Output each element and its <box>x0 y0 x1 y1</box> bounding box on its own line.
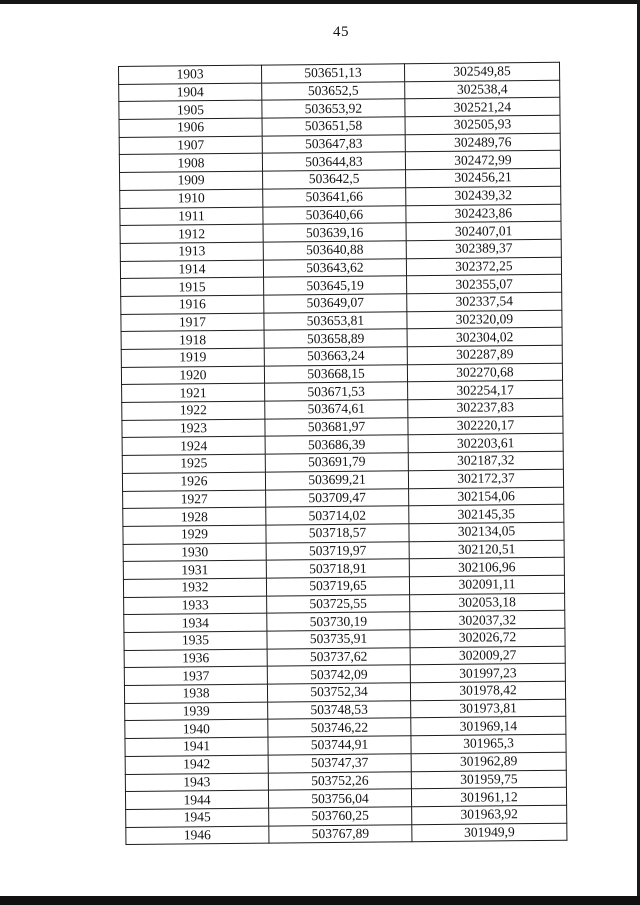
cell-year: 1914 <box>120 260 263 279</box>
cell-y-coordinate: 302287,89 <box>407 345 562 364</box>
cell-year: 1920 <box>121 366 264 385</box>
cell-year: 1923 <box>122 419 265 438</box>
cell-y-coordinate: 302505,93 <box>405 115 560 134</box>
cell-y-coordinate: 302187,32 <box>408 451 563 470</box>
coordinates-table <box>118 62 567 845</box>
cell-y-coordinate: 302172,37 <box>408 469 563 488</box>
cell-x-coordinate: 503744,91 <box>268 736 411 755</box>
cell-y-coordinate: 302320,09 <box>407 310 562 329</box>
cell-x-coordinate: 503640,66 <box>263 205 406 224</box>
cell-x-coordinate: 503699,21 <box>265 471 408 490</box>
cell-x-coordinate: 503651,58 <box>262 117 405 136</box>
cell-y-coordinate: 302254,17 <box>408 381 563 400</box>
cell-year: 1933 <box>124 596 267 615</box>
cell-y-coordinate: 302439,32 <box>406 186 561 205</box>
cell-y-coordinate: 302423,86 <box>406 204 561 223</box>
cell-year: 1938 <box>124 684 267 703</box>
cell-y-coordinate: 302355,07 <box>407 275 562 294</box>
cell-x-coordinate: 503639,16 <box>263 223 406 242</box>
cell-x-coordinate: 503760,25 <box>269 807 412 826</box>
cell-year: 1946 <box>126 826 269 845</box>
cell-y-coordinate: 301949,9 <box>412 823 567 842</box>
cell-year: 1942 <box>125 755 268 774</box>
cell-year: 1917 <box>121 313 264 332</box>
cell-y-coordinate: 302472,99 <box>405 151 560 170</box>
cell-x-coordinate: 503752,34 <box>267 683 410 702</box>
cell-y-coordinate: 301973,81 <box>411 699 566 718</box>
cell-year: 1927 <box>123 490 266 509</box>
cell-y-coordinate: 302026,72 <box>410 628 565 647</box>
cell-year: 1935 <box>124 631 267 650</box>
cell-y-coordinate: 302120,51 <box>409 540 564 559</box>
cell-x-coordinate: 503681,97 <box>265 417 408 436</box>
cell-x-coordinate: 503767,89 <box>269 824 412 843</box>
cell-year: 1944 <box>125 790 268 809</box>
cell-year: 1931 <box>123 560 266 579</box>
cell-year: 1906 <box>119 118 262 137</box>
cell-y-coordinate: 302154,06 <box>409 487 564 506</box>
cell-year: 1918 <box>121 330 264 349</box>
scan-border-top <box>0 0 640 4</box>
cell-x-coordinate: 503752,26 <box>268 771 411 790</box>
cell-y-coordinate: 302091,11 <box>409 575 564 594</box>
cell-y-coordinate: 302489,76 <box>405 133 560 152</box>
cell-x-coordinate: 503756,04 <box>268 789 411 808</box>
cell-year: 1921 <box>122 383 265 402</box>
cell-year: 1941 <box>125 737 268 756</box>
cell-y-coordinate: 301978,42 <box>410 681 565 700</box>
cell-y-coordinate: 302456,21 <box>406 168 561 187</box>
cell-y-coordinate: 302220,17 <box>408 416 563 435</box>
cell-y-coordinate: 301959,75 <box>411 770 566 789</box>
cell-year: 1943 <box>125 773 268 792</box>
cell-x-coordinate: 503671,53 <box>265 382 408 401</box>
cell-x-coordinate: 503652,5 <box>262 81 405 100</box>
cell-year: 1911 <box>120 207 263 226</box>
cell-x-coordinate: 503649,07 <box>264 294 407 313</box>
cell-y-coordinate: 301961,12 <box>411 787 566 806</box>
cell-x-coordinate: 503653,92 <box>262 99 405 118</box>
cell-year: 1919 <box>121 348 264 367</box>
cell-year: 1924 <box>122 437 265 456</box>
cell-y-coordinate: 302337,54 <box>407 292 562 311</box>
cell-x-coordinate: 503640,88 <box>263 241 406 260</box>
cell-year: 1909 <box>120 171 263 190</box>
cell-x-coordinate: 503651,13 <box>261 64 404 83</box>
cell-x-coordinate: 503691,79 <box>265 453 408 472</box>
cell-x-coordinate: 503718,91 <box>266 559 409 578</box>
cell-year: 1915 <box>121 277 264 296</box>
cell-y-coordinate: 302538,4 <box>405 80 560 99</box>
cell-x-coordinate: 503653,81 <box>264 311 407 330</box>
cell-y-coordinate: 302407,01 <box>406 221 561 240</box>
cell-x-coordinate: 503644,83 <box>262 152 405 171</box>
cell-y-coordinate: 302549,85 <box>404 62 559 81</box>
coordinates-table-container <box>118 62 565 845</box>
cell-x-coordinate: 503641,66 <box>263 188 406 207</box>
cell-year: 1945 <box>126 808 269 827</box>
cell-year: 1937 <box>124 666 267 685</box>
cell-y-coordinate: 302106,96 <box>409 557 564 576</box>
cell-y-coordinate: 302270,68 <box>407 363 562 382</box>
cell-x-coordinate: 503742,09 <box>267 665 410 684</box>
cell-x-coordinate: 503747,37 <box>268 754 411 773</box>
cell-x-coordinate: 503719,65 <box>266 577 409 596</box>
scan-border-bottom <box>0 896 640 905</box>
page-number: 45 <box>333 24 349 40</box>
cell-year: 1916 <box>121 295 264 314</box>
cell-year: 1904 <box>119 83 262 102</box>
cell-x-coordinate: 503730,19 <box>267 612 410 631</box>
cell-x-coordinate: 503748,53 <box>268 700 411 719</box>
cell-x-coordinate: 503737,62 <box>267 647 410 666</box>
cell-year: 1926 <box>122 472 265 491</box>
cell-y-coordinate: 301969,14 <box>411 717 566 736</box>
cell-year: 1940 <box>125 720 268 739</box>
cell-x-coordinate: 503663,24 <box>264 347 407 366</box>
cell-year: 1939 <box>125 702 268 721</box>
cell-year: 1934 <box>124 613 267 632</box>
cell-y-coordinate: 302145,35 <box>409 504 564 523</box>
cell-year: 1912 <box>120 224 263 243</box>
cell-y-coordinate: 302037,32 <box>410 611 565 630</box>
cell-y-coordinate: 301997,23 <box>410 664 565 683</box>
cell-y-coordinate: 301962,89 <box>411 752 566 771</box>
table-row <box>126 823 567 845</box>
cell-year: 1905 <box>119 100 262 119</box>
cell-year: 1925 <box>122 454 265 473</box>
cell-year: 1922 <box>122 401 265 420</box>
cell-y-coordinate: 302203,61 <box>408 434 563 453</box>
cell-year: 1910 <box>120 189 263 208</box>
cell-x-coordinate: 503709,47 <box>266 488 409 507</box>
cell-y-coordinate: 302009,27 <box>410 646 565 665</box>
cell-y-coordinate: 302237,83 <box>408 398 563 417</box>
cell-x-coordinate: 503746,22 <box>268 718 411 737</box>
cell-x-coordinate: 503642,5 <box>263 170 406 189</box>
cell-x-coordinate: 503668,15 <box>264 364 407 383</box>
cell-y-coordinate: 302134,05 <box>409 522 564 541</box>
cell-x-coordinate: 503735,91 <box>267 630 410 649</box>
coordinates-table-body <box>119 62 567 844</box>
cell-year: 1936 <box>124 649 267 668</box>
cell-x-coordinate: 503658,89 <box>264 329 407 348</box>
cell-x-coordinate: 503647,83 <box>262 134 405 153</box>
cell-year: 1932 <box>123 578 266 597</box>
cell-x-coordinate: 503725,55 <box>267 594 410 613</box>
cell-y-coordinate: 302372,25 <box>406 257 561 276</box>
cell-y-coordinate: 301965,3 <box>411 734 566 753</box>
cell-year: 1929 <box>123 525 266 544</box>
cell-y-coordinate: 302053,18 <box>410 593 565 612</box>
cell-x-coordinate: 503674,61 <box>265 400 408 419</box>
cell-year: 1930 <box>123 543 266 562</box>
cell-year: 1903 <box>119 65 262 84</box>
cell-year: 1908 <box>119 154 262 173</box>
cell-x-coordinate: 503719,97 <box>266 541 409 560</box>
cell-year: 1928 <box>123 507 266 526</box>
cell-y-coordinate: 302304,02 <box>407 328 562 347</box>
cell-year: 1907 <box>119 136 262 155</box>
cell-x-coordinate: 503686,39 <box>265 435 408 454</box>
cell-x-coordinate: 503643,62 <box>263 258 406 277</box>
cell-x-coordinate: 503714,02 <box>266 506 409 525</box>
cell-year: 1913 <box>120 242 263 261</box>
cell-y-coordinate: 302389,37 <box>406 239 561 258</box>
cell-y-coordinate: 302521,24 <box>405 98 560 117</box>
cell-x-coordinate: 503645,19 <box>264 276 407 295</box>
cell-y-coordinate: 301963,92 <box>412 805 567 824</box>
cell-x-coordinate: 503718,57 <box>266 524 409 543</box>
